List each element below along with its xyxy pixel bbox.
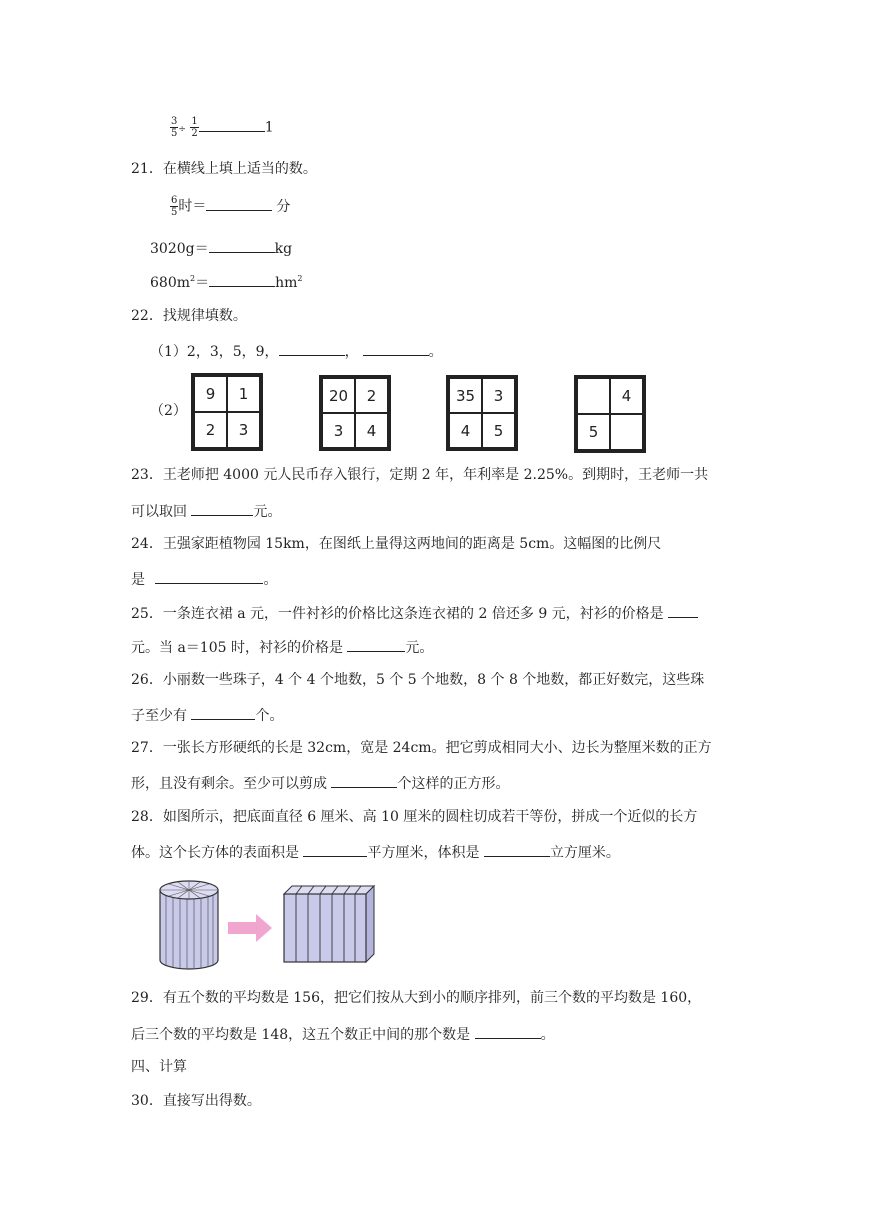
q29-line2: 后三个数的平均数是 148，这五个数正中间的那个数是 。 xyxy=(131,1024,555,1044)
answer-blank[interactable] xyxy=(191,501,253,516)
answer-blank[interactable] xyxy=(363,341,429,356)
q21-line1 xyxy=(170,195,290,218)
fraction-1-2: $\frac{1}{2}$ xyxy=(191,116,198,139)
pattern-grid-2: 20 2 3 4 xyxy=(319,375,391,451)
fraction-3-5: $\frac{3}{5}$ xyxy=(171,116,178,139)
q28-line1: 28．如图所示，把底面直径 6 厘米、高 10 厘米的圆柱切成若干等份，拼成一个近似的长方 xyxy=(131,809,698,825)
q25-line1: 25．一条连衣裙 a 元，一件衬衫的价格比这条连衣裙的 2 倍还多 9 元，衬衫的价格是 xyxy=(131,603,698,623)
answer-blank[interactable] xyxy=(199,117,265,132)
q25-line2: 元。当 a＝105 时，衬衫的价格是 元。 xyxy=(131,637,433,657)
answer-blank[interactable] xyxy=(209,272,275,287)
q24-line2: 是 。 xyxy=(131,569,277,589)
compare-value: 1 xyxy=(264,119,274,136)
section-title: 四、计算 xyxy=(131,1059,187,1075)
q21-line3: $680m^2= hm^2$ xyxy=(150,274,303,291)
q29-line1: 29．有五个数的平均数是 156，把它们按从大到小的顺序排列，前三个数的平均数是 160， xyxy=(131,990,702,1006)
divide-sign: ÷ xyxy=(178,124,186,135)
answer-blank[interactable] xyxy=(475,1024,541,1039)
answer-blank[interactable] xyxy=(484,842,550,857)
q22-prompt: 22．找规律填数。 xyxy=(131,308,247,324)
answer-blank[interactable] xyxy=(331,773,397,788)
q26-line2: 子至少有 个。 xyxy=(131,705,283,725)
cylinder-to-cuboid-figure xyxy=(150,878,390,974)
answer-blank[interactable] xyxy=(303,842,367,857)
arrow-shape xyxy=(228,914,272,942)
cylinder-shape xyxy=(160,881,218,969)
unit-label: 分 xyxy=(276,198,291,215)
q23-line2: 可以取回 元。 xyxy=(131,501,281,521)
q24-line1: 24．王强家距植物园 15km，在图纸上量得这两地间的距离是 5cm。这幅图的比例尺 xyxy=(131,536,662,552)
pattern-grid-1: 9 1 2 3 xyxy=(191,373,263,451)
grid-cell-blank[interactable] xyxy=(577,378,610,414)
answer-blank[interactable] xyxy=(191,705,255,720)
cuboid-shape xyxy=(284,886,374,962)
grid-cell-blank[interactable] xyxy=(610,414,643,450)
q27-line1: 27．一张长方形硬纸的长是 32cm，宽是 24cm。把它剪成相同大小、边长为整厘米数的正方 xyxy=(131,740,712,756)
q21-prompt: 21．在横线上填上适当的数。 xyxy=(131,161,317,177)
q22-part1: （1）2，3，5，9， ， 。 xyxy=(150,341,443,361)
answer-blank[interactable] xyxy=(668,603,698,618)
q22-part2-label: （2） xyxy=(150,403,187,419)
answer-blank[interactable] xyxy=(209,238,275,253)
top-fraction-line xyxy=(170,116,274,139)
q21-line2: 3020g＝ kg xyxy=(150,238,292,258)
unit-label: 时＝ xyxy=(178,198,207,215)
answer-blank[interactable] xyxy=(347,637,405,652)
pattern-grid-4[interactable]: 4 5 xyxy=(574,375,646,453)
q26-line1: 26．小丽数一些珠子，4 个 4 个地数，5 个 5 个地数，8 个 8 个地数，都正好数完，这些珠 xyxy=(131,672,705,688)
answer-blank[interactable] xyxy=(279,341,345,356)
answer-blank[interactable] xyxy=(155,569,263,584)
q30-prompt: 30．直接写出得数。 xyxy=(131,1093,261,1109)
fraction-6-5: $\frac{6}{5}$ xyxy=(171,195,178,218)
q27-line2: 形，且没有剩余。至少可以剪成 个这样的正方形。 xyxy=(131,773,509,793)
answer-blank[interactable] xyxy=(206,196,272,211)
pattern-grid-3: 35 3 4 5 xyxy=(446,375,518,451)
q23-line1: 23．王老师把 4000 元人民币存入银行，定期 2 年，年利率是 2.25%。到期时，王老师一共 xyxy=(131,467,709,483)
q28-line2: 体。这个长方体的表面积是 平方厘米，体积是 立方厘米。 xyxy=(131,842,620,862)
